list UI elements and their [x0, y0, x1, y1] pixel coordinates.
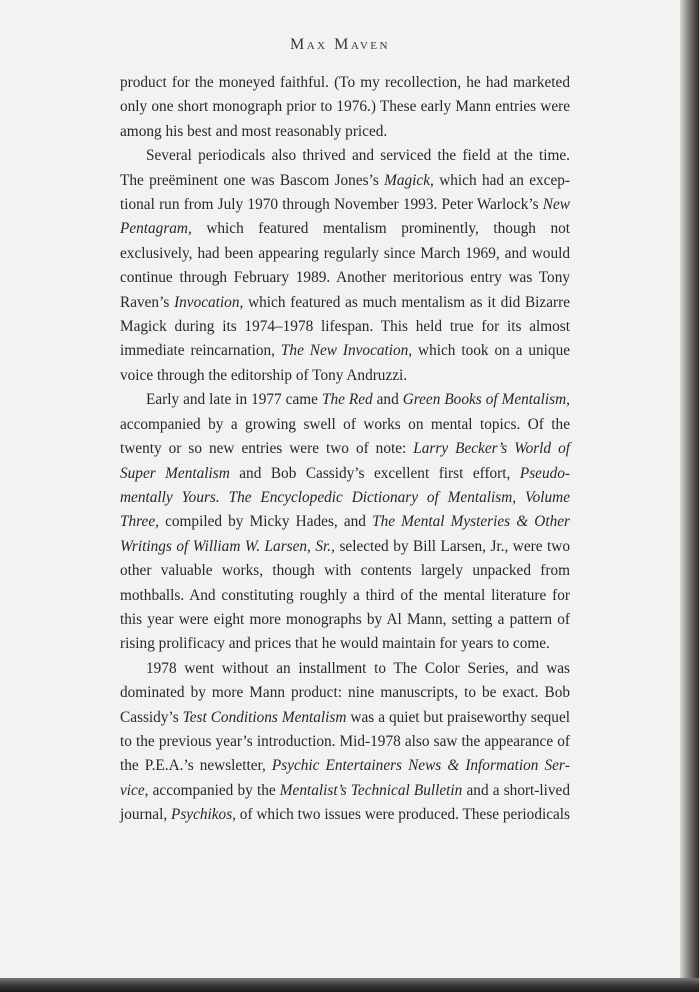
running-header: Max Maven — [290, 36, 390, 53]
paragraph-text: product for the moneyed faithful. (To my recollection, he had marketed only one short monograph prior to 1976.) These early Mann entries were among his best and most reasonably priced. — [120, 74, 570, 140]
paragraph-text: Early and late in 1977 came — [146, 391, 322, 409]
spine-shadow — [680, 0, 699, 992]
paragraph-text: selected by Bill Larsen, Jr., were two other valuable works, though with contents largely unpacked from mothballs. And constituting roughly a third of the mental literature for this year were eight more monographs by Al Mann, setting a pattern of rising prolificacy and prices that he would maintain for years to come. — [120, 537, 570, 653]
paragraph-text: which took on a unique voice through the editorship of Tony Andruzzi. — [120, 342, 571, 384]
italic-title-text: Test Conditions Mentalism — [182, 708, 347, 726]
italic-title-text: Larry Becker’s World of Super Mentalism — [120, 440, 570, 482]
paragraph-text: was a quiet but praiseworthy sequel to the previous year’s introduction. Mid-1978 also saw the appearance of the P.E.A.’s newsletter, — [120, 708, 570, 775]
paragraph-text: Several periodicals also thrived and serviced the field at the time. The preëminent one was Bascom Jones’s — [120, 147, 570, 189]
paragraph-text: and a short-lived journal, — [120, 781, 570, 824]
paragraph-1 — [120, 71, 570, 144]
paragraph-3 — [120, 388, 570, 656]
italic-title-text: The Mental Mysteries & Other Writings of William W. Larsen, Sr., — [120, 513, 570, 555]
paragraph-text: compiled by Micky Hades, and — [158, 513, 373, 531]
italic-title-text: Magick, — [384, 171, 434, 189]
paragraph-2 — [120, 144, 570, 388]
paragraph-text: and Bob Cassidy’s excellent first effort, — [229, 464, 520, 482]
italic-title-text: Invocation, — [174, 293, 244, 311]
paragraph-text: 1978 went without an installment to The Color Series, and was dominated by more Mann product: nine manuscripts, to be exact. Bob Cassidy’s — [120, 659, 570, 726]
italic-title-text: Psychikos, — [170, 806, 236, 824]
paragraph-text: accompanied by a growing swell of works on mental topics. Of the twenty or so new entries were two of note: — [120, 415, 570, 458]
italic-title-text: Pseudo-mentally Yours. The Encyclopedic Dictionary of Mentalism, Volume Three, — [120, 464, 570, 531]
paragraph-text: which featured mentalism prominently, though not exclusively, had been appearing regularly since March 1969, and would continue through February 1989. Another meritorious entry was Tony Raven’s — [120, 220, 570, 311]
paragraph-text: which had an exceptional run from July 1970 through November 1993. Peter Warlock’s — [120, 171, 570, 214]
italic-title-text: The Red — [321, 391, 373, 409]
italic-title-text: Green Books of Mentalism, — [402, 391, 570, 409]
paragraph-text: accompanied by the — [148, 781, 280, 799]
paragraph-4 — [120, 657, 570, 828]
paragraph-text: which featured as much mentalism as it did Bizarre Magick during its 1974–1978 lifespan. This held true for its almost immediate reincarnation, — [120, 293, 570, 360]
body-text — [120, 71, 570, 828]
italic-title-text: The New Invocation, — [280, 342, 413, 360]
paragraph-text: of which two issues were produced. These periodicals — [235, 806, 571, 824]
italic-title-text: New Pentagram, — [120, 196, 570, 238]
paragraph-text: and — [372, 391, 403, 409]
page-bottom-edge — [0, 978, 699, 992]
italic-title-text: Psychic Entertainers News & Information Service, — [120, 757, 570, 799]
italic-title-text: Mentalist’s Technical Bulletin — [279, 781, 463, 799]
